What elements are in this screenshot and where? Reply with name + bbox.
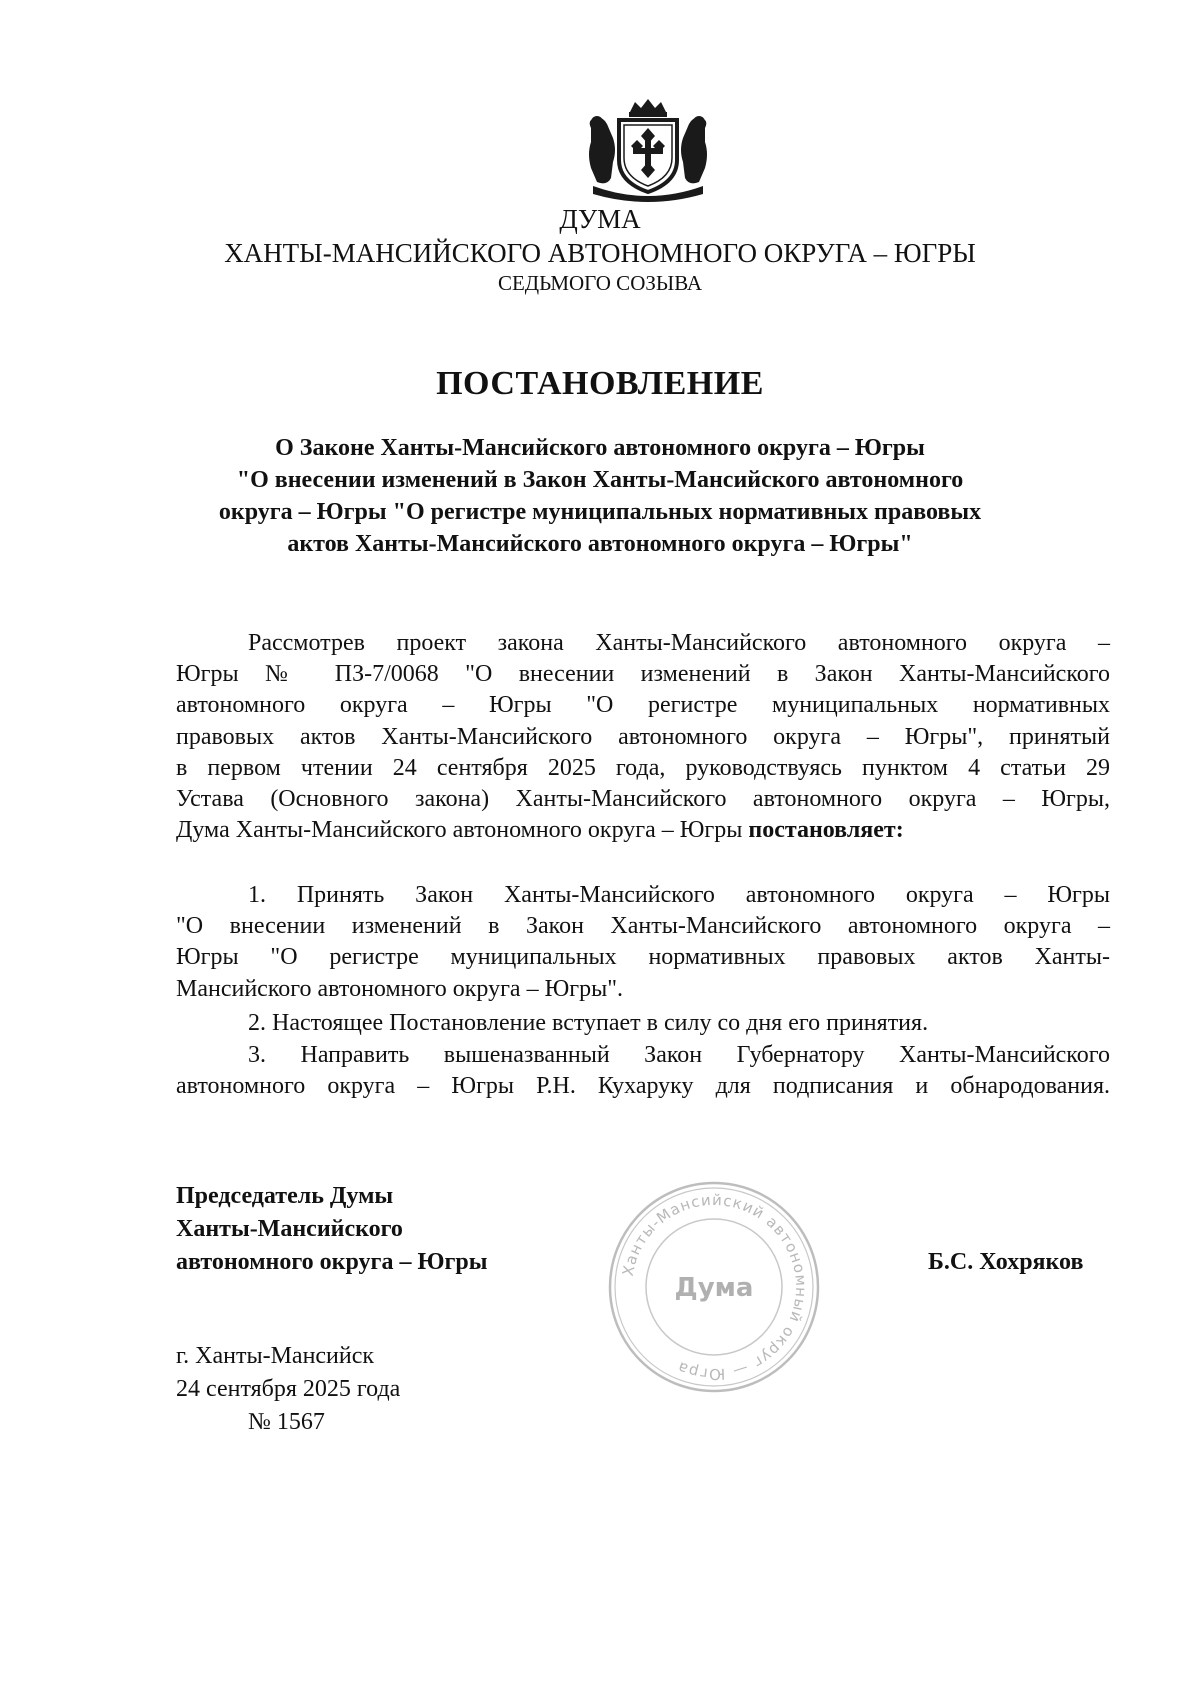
item-line: Мансийского автономного округа – Югры". bbox=[176, 975, 624, 1002]
organization-name bbox=[0, 202, 1200, 270]
city: г. Ханты-Мансийск bbox=[176, 1343, 375, 1369]
signatory-title-line: Ханты-Мансийского bbox=[176, 1216, 403, 1242]
signatory-title-line: Председатель Думы bbox=[176, 1183, 394, 1209]
signatory-title-line: автономного округа – Югры bbox=[176, 1249, 488, 1275]
item-line: 2. Настоящее Постановление вступает в силу со дня его принятия. bbox=[248, 1010, 929, 1036]
document-subject bbox=[0, 432, 1200, 560]
decree-word: постановляет: bbox=[748, 817, 904, 844]
resolution-item-2 bbox=[176, 1008, 1110, 1039]
seal-ring-text: Ханты-Мансийский автономный округ — Югра bbox=[618, 1190, 811, 1384]
resolution-item-3 bbox=[176, 1040, 1110, 1102]
preamble-line: Югры № ПЗ-7/0068 "О внесении изменений в Закон Ханты-Мансийского bbox=[176, 661, 1110, 688]
organization-region: ХАНТЫ-МАНСИЙСКОГО АВТОНОМНОГО ОКРУГА – ЮГРЫ bbox=[224, 238, 976, 268]
preamble-line: в первом чтении 24 сентября 2025 года, руководствуясь пунктом 4 статьи 29 bbox=[176, 754, 1110, 781]
seal-center-text: Дума bbox=[674, 1273, 754, 1303]
item-line: 1. Принять Закон Ханты-Мансийского автономного округа – Югры bbox=[248, 882, 1110, 908]
organization-title: ДУМА bbox=[559, 204, 641, 234]
item-line: Югры "О регистре муниципальных нормативных правовых актов Ханты- bbox=[176, 944, 1110, 971]
official-seal-icon bbox=[607, 1180, 821, 1394]
preamble-paragraph bbox=[176, 628, 1110, 846]
convocation: СЕДЬМОГО СОЗЫВА bbox=[497, 271, 703, 295]
preamble-line: правовых актов Ханты-Мансийского автономного округа – Югры", принятый bbox=[176, 723, 1110, 750]
coat-of-arms-icon bbox=[583, 98, 713, 202]
preamble-line: автономного округа – Югры "О регистре муниципальных нормативных bbox=[176, 692, 1110, 719]
document-place-date bbox=[176, 1340, 400, 1439]
preamble-last-text: Дума Ханты-Мансийского автономного округа – Югры bbox=[176, 817, 743, 844]
resolution-item-1 bbox=[176, 880, 1110, 1005]
preamble-line: Устава (Основного закона) Ханты-Мансийского автономного округа – Югры, bbox=[176, 786, 1110, 813]
subject-line: округа – Югры "О регистре муниципальных нормативных правовых bbox=[218, 499, 982, 525]
signatory-title bbox=[176, 1180, 487, 1279]
item-line: "О внесении изменений в Закон Ханты-Мансийского автономного округа – bbox=[176, 913, 1110, 940]
item-line: автономного округа – Югры Р.Н. Кухаруку для подписания и обнародования. bbox=[176, 1073, 1110, 1100]
preamble-line: Рассмотрев проект закона Ханты-Мансийского автономного округа – bbox=[248, 630, 1110, 656]
document-date: 24 сентября 2025 года bbox=[176, 1376, 401, 1402]
document-type: ПОСТАНОВЛЕНИЕ bbox=[436, 365, 764, 402]
subject-line: О Законе Ханты-Мансийского автономного округа – Югры bbox=[275, 435, 925, 461]
document-number: № 1567 bbox=[248, 1409, 325, 1435]
subject-line: "О внесении изменений в Закон Ханты-Мансийского автономного bbox=[236, 467, 964, 493]
subject-line: актов Ханты-Мансийского автономного округа – Югры" bbox=[287, 531, 913, 557]
signatory-name: Б.С. Хохряков bbox=[928, 1249, 1084, 1275]
preamble-last-line bbox=[176, 815, 1110, 846]
item-line: 3. Направить вышеназванный Закон Губернатору Ханты-Мансийского bbox=[248, 1042, 1110, 1068]
